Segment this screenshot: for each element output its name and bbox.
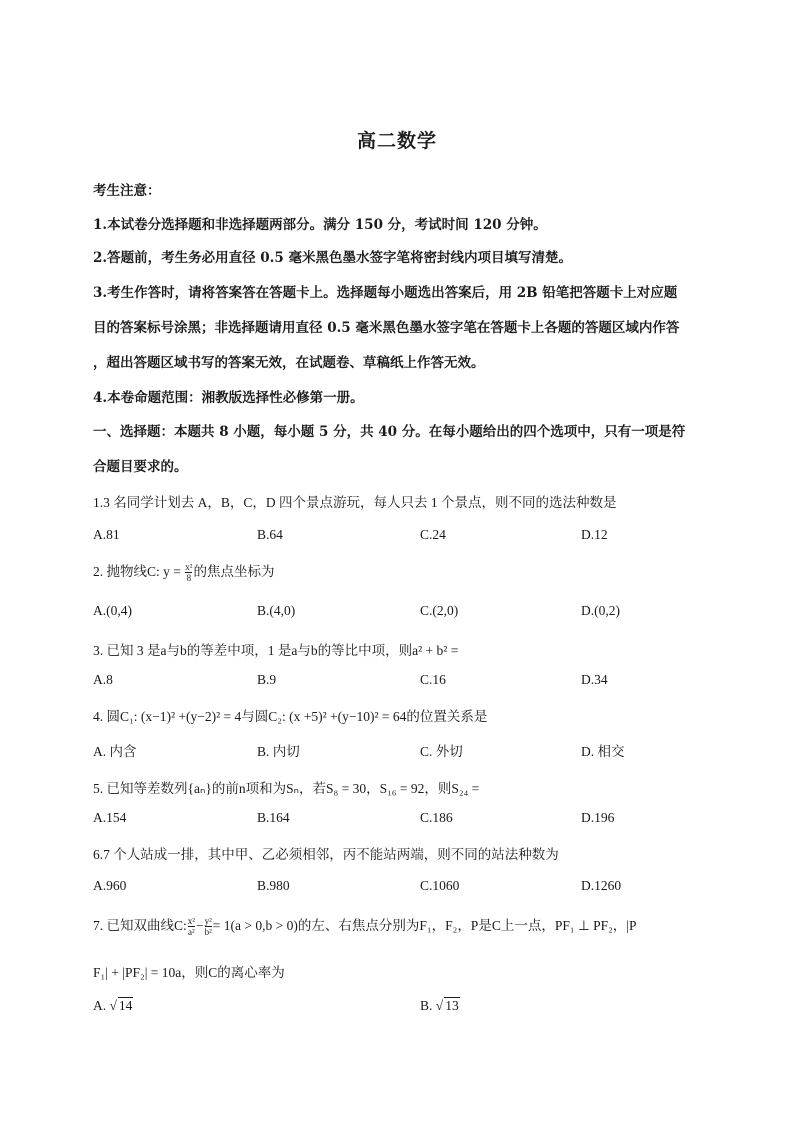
- q7-text: 的左、右焦点分别为: [297, 918, 420, 933]
- q4-math: C₂: (x +5)² +(y−10)² = 64: [268, 709, 407, 724]
- q3-text: 的等差中项，1 是: [186, 643, 292, 658]
- question-2-stem: [93, 560, 274, 583]
- q7-math: F₁，F₂: [419, 918, 458, 933]
- notice-item: 1.本试卷分选择题和非选择题两部分。满分 150 分，考试时间 120 分钟。: [93, 217, 547, 233]
- q3-option-d: D.34: [581, 672, 608, 687]
- q3-math: b: [310, 643, 318, 658]
- q5-option-a: A.154: [93, 810, 127, 825]
- notice-heading: 考生注意：: [93, 183, 161, 199]
- notice-item: ，超出答题区域书写的答案无效，在试题卷、草稿纸上作答无效。: [93, 355, 485, 371]
- q7-minus: −: [195, 918, 204, 933]
- q1-option-a: A.81: [93, 527, 120, 542]
- q3-option-a: A.8: [93, 672, 113, 687]
- q5-text: ，则: [424, 781, 452, 796]
- q4-text: 4. 圆: [93, 709, 120, 724]
- q5-math: {aₙ}: [187, 781, 212, 796]
- q3-option-c: C.16: [420, 672, 446, 687]
- q7-numerator: y²: [204, 916, 212, 927]
- q4-text: 与圆: [241, 709, 269, 724]
- q2-text: 的焦点坐标为: [193, 564, 275, 579]
- q3-math: a: [291, 643, 298, 658]
- question-7-stem: [93, 914, 637, 937]
- q5-math: Sₙ: [286, 781, 299, 796]
- q2-fraction: [185, 562, 192, 583]
- q5-math: S₁₆ = 92: [379, 781, 425, 796]
- q6-option-d: D.1260: [581, 878, 622, 893]
- q7-math: F₁| + |PF₂| = 10a: [93, 965, 182, 980]
- q7-math: C:: [174, 918, 187, 933]
- q3-math: b: [180, 643, 187, 658]
- q7-denominator: a²: [188, 927, 195, 938]
- section-heading-cont: 合题目要求的。: [93, 459, 188, 475]
- q7-fraction-x: [188, 916, 195, 937]
- q5-text: 的前: [211, 781, 239, 796]
- q4-option-d: D. 相交: [581, 744, 625, 759]
- section-heading: 一、选择题：本题共 8 小题，每小题 5 分，共 40 分。在每小题给出的四个选项中，只有一项是符: [93, 424, 686, 440]
- q2-option-c: C.(2,0): [420, 603, 459, 618]
- q7-option-b-radicand: 13: [445, 998, 459, 1013]
- q5-math: S₂₄ =: [451, 781, 480, 796]
- q7-numerator: x²: [187, 916, 195, 927]
- q6-option-a: A.960: [93, 878, 127, 893]
- q5-option-b: B.164: [257, 810, 290, 825]
- q3-math: a² + b² =: [412, 643, 459, 658]
- question-6-stem: 6.7 个人站成一排，其中甲、乙必须相邻，丙不能站两端，则不同的站法种数为: [93, 847, 559, 862]
- q7-math: C: [208, 965, 218, 980]
- q4-math: C₁: (x−1)² +(y−2)² = 4: [120, 709, 242, 724]
- q2-numerator: x²: [185, 562, 193, 573]
- q2-option-b: B.(4,0): [257, 603, 296, 618]
- q3-text: 与: [297, 643, 311, 658]
- question-1-stem: 1.3 名同学计划去 A，B，C，D 四个景点游玩，每人只去 1 个景点，则不同的选法种数是: [93, 495, 617, 510]
- q7-text: ，P是: [457, 918, 492, 933]
- q7-option-b: B. √ 13: [420, 998, 459, 1013]
- q3-option-b: B.9: [257, 672, 277, 687]
- q2-denominator: 8: [186, 573, 192, 584]
- q7-option-a-radicand: 14: [118, 998, 133, 1013]
- q7-option-a-label: A.: [93, 998, 107, 1013]
- q2-math: C: y =: [147, 564, 181, 579]
- notice-item: 4.本卷命题范围：湘教版选择性必修第一册。: [93, 390, 364, 406]
- q4-option-c: C. 外切: [420, 744, 463, 759]
- q7-math: = 1(a > 0,b > 0): [212, 918, 298, 933]
- q3-text: 与: [166, 643, 180, 658]
- q4-text: 的位置关系是: [406, 709, 488, 724]
- q4-option-b: B. 内切: [257, 744, 300, 759]
- q1-option-b: B.64: [257, 527, 283, 542]
- q3-text: 3. 已知 3 是: [93, 643, 161, 658]
- q7-math: PF₁ ⊥ PF₂，|P: [554, 918, 637, 933]
- q6-option-c: C.1060: [420, 878, 460, 893]
- q7-denominator: b²: [204, 927, 212, 938]
- q7-text: 的离心率为: [217, 965, 285, 980]
- q4-option-a: A. 内含: [93, 744, 137, 759]
- question-3-stem: [93, 639, 458, 659]
- q3-text: 的等比中项，则: [317, 643, 413, 658]
- question-4-stem: [93, 705, 487, 725]
- notice-item: 2.答题前，考生务必用直径 0.5 毫米黑色墨水签字笔将密封线内项目填写清楚。: [93, 250, 572, 266]
- q7-option-a: A. √ 14: [93, 998, 133, 1013]
- q7-fraction-y: [205, 916, 212, 937]
- q6-option-b: B.980: [257, 878, 290, 893]
- q2-option-a: A.(0,4): [93, 603, 132, 618]
- q7-math: C: [491, 918, 501, 933]
- q7-option-b-label: B.: [420, 998, 433, 1013]
- notice-item: 3.考生作答时，请将答案答在答题卡上。选择题每小题选出答案后，用 2B 铅笔把答题卡上对应题: [93, 285, 678, 301]
- q5-text: 项和为: [245, 781, 287, 796]
- q7-text: ，则: [181, 965, 209, 980]
- notice-item: 目的答案标号涂黑；非选择题请用直径 0.5 毫米黑色墨水签字笔在答题卡上各题的答题区域内作答: [93, 320, 680, 336]
- q2-option-d: D.(0,2): [581, 603, 620, 618]
- q7-text: 7. 已知双曲线: [93, 918, 174, 933]
- question-7-stem-cont: [93, 961, 285, 981]
- q2-text: 2. 抛物线: [93, 564, 147, 579]
- q5-option-d: D.196: [581, 810, 615, 825]
- q5-text: ，若: [298, 781, 326, 796]
- q7-text: 上一点，: [500, 918, 555, 933]
- q1-option-c: C.24: [420, 527, 446, 542]
- q5-math: n: [238, 781, 246, 796]
- q5-text: 5. 已知等差数列: [93, 781, 188, 796]
- q5-math: S₈ = 30: [325, 781, 367, 796]
- question-5-stem: [93, 777, 479, 797]
- q1-option-d: D.12: [581, 527, 608, 542]
- q3-math: a: [160, 643, 167, 658]
- page-title: 高二数学: [356, 130, 437, 152]
- q5-text: ，: [366, 781, 380, 796]
- q5-option-c: C.186: [420, 810, 453, 825]
